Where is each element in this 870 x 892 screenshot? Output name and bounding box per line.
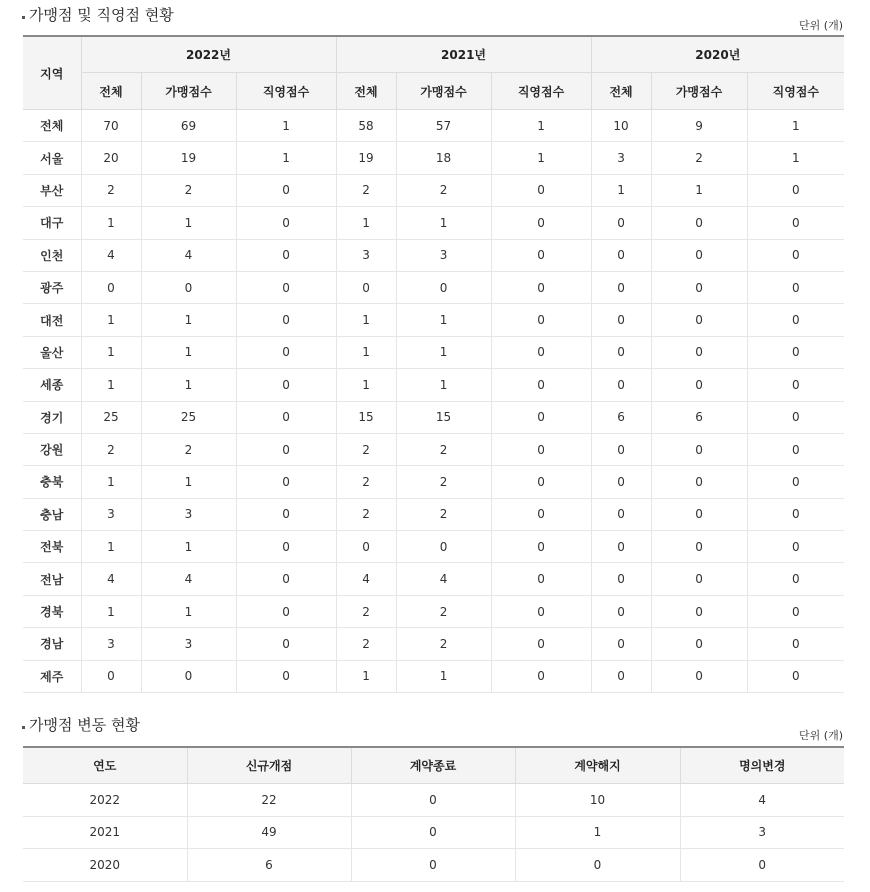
value-cell: 0 <box>491 369 591 401</box>
value-cell: 2 <box>336 433 396 465</box>
value-cell: 0 <box>336 271 396 303</box>
value-cell: 0 <box>491 498 591 530</box>
franchise-status-table <box>23 35 844 693</box>
value-cell: 0 <box>747 628 844 660</box>
value-cell: 0 <box>747 174 844 206</box>
value-cell: 0 <box>491 660 591 692</box>
franchise-changes-title-text: 가맹점 변동 현황 <box>29 716 140 734</box>
value-cell: 2 <box>396 628 491 660</box>
value-cell: 0 <box>747 660 844 692</box>
value-cell: 0 <box>591 563 651 595</box>
value-cell: 0 <box>591 660 651 692</box>
value-cell: 70 <box>81 110 141 142</box>
value-cell: 0 <box>491 401 591 433</box>
header-sub: 가맹점수 <box>141 73 236 110</box>
value-cell: 20 <box>81 142 141 174</box>
value-cell: 3 <box>591 142 651 174</box>
table-row <box>23 816 844 849</box>
value-cell: 15 <box>336 401 396 433</box>
region-cell: 경북 <box>23 595 81 627</box>
value-cell: 2021 <box>23 816 187 849</box>
region-cell: 경기 <box>23 401 81 433</box>
table-row <box>23 498 844 530</box>
region-cell: 광주 <box>23 271 81 303</box>
region-cell: 대구 <box>23 207 81 239</box>
value-cell: 0 <box>236 207 336 239</box>
value-cell: 1 <box>651 174 747 206</box>
value-cell: 0 <box>591 207 651 239</box>
region-cell: 서울 <box>23 142 81 174</box>
value-cell: 6 <box>591 401 651 433</box>
value-cell: 0 <box>351 816 515 849</box>
bullet-icon <box>22 726 25 729</box>
value-cell: 0 <box>491 174 591 206</box>
franchise-changes-unit: 단위 (개) <box>799 729 843 742</box>
value-cell: 0 <box>591 498 651 530</box>
value-cell: 2 <box>336 498 396 530</box>
table-row <box>23 304 844 336</box>
value-cell: 2 <box>651 142 747 174</box>
value-cell: 1 <box>236 142 336 174</box>
value-cell: 3 <box>336 239 396 271</box>
value-cell: 4 <box>81 239 141 271</box>
header-cell: 계약종료 <box>351 747 515 784</box>
value-cell: 2 <box>396 466 491 498</box>
franchise-status-title <box>22 4 174 25</box>
value-cell: 1 <box>336 660 396 692</box>
header-region: 지역 <box>23 36 81 110</box>
value-cell: 18 <box>396 142 491 174</box>
value-cell: 6 <box>187 849 351 882</box>
value-cell: 0 <box>591 271 651 303</box>
value-cell: 0 <box>591 239 651 271</box>
value-cell: 0 <box>236 239 336 271</box>
value-cell: 0 <box>747 271 844 303</box>
table-row <box>23 563 844 595</box>
value-cell: 1 <box>81 531 141 563</box>
value-cell: 1 <box>491 142 591 174</box>
value-cell: 0 <box>651 563 747 595</box>
region-cell: 대전 <box>23 304 81 336</box>
value-cell: 1 <box>81 336 141 368</box>
header-sub: 가맹점수 <box>651 73 747 110</box>
value-cell: 0 <box>680 849 844 882</box>
header-cell: 명의변경 <box>680 747 844 784</box>
value-cell: 25 <box>81 401 141 433</box>
value-cell: 1 <box>236 110 336 142</box>
value-cell: 1 <box>747 142 844 174</box>
value-cell: 0 <box>491 595 591 627</box>
value-cell: 1 <box>396 304 491 336</box>
header-cell: 연도 <box>23 747 187 784</box>
value-cell: 4 <box>141 239 236 271</box>
value-cell: 0 <box>236 595 336 627</box>
value-cell: 0 <box>236 531 336 563</box>
header-sub: 직영점수 <box>747 73 844 110</box>
value-cell: 0 <box>491 271 591 303</box>
region-cell: 전북 <box>23 531 81 563</box>
header-year-2020: 2020년 <box>591 36 844 73</box>
value-cell: 1 <box>396 207 491 239</box>
value-cell: 0 <box>491 433 591 465</box>
table-row <box>23 433 844 465</box>
value-cell: 0 <box>491 531 591 563</box>
value-cell: 2020 <box>23 849 187 882</box>
value-cell: 1 <box>336 369 396 401</box>
region-cell: 강원 <box>23 433 81 465</box>
table-row <box>23 369 844 401</box>
value-cell: 0 <box>747 433 844 465</box>
value-cell: 2 <box>141 174 236 206</box>
value-cell: 2 <box>396 595 491 627</box>
value-cell: 2 <box>81 433 141 465</box>
region-cell: 충남 <box>23 498 81 530</box>
value-cell: 0 <box>651 531 747 563</box>
value-cell: 0 <box>236 271 336 303</box>
value-cell: 0 <box>651 207 747 239</box>
value-cell: 0 <box>747 466 844 498</box>
value-cell: 0 <box>651 433 747 465</box>
table-row <box>23 784 844 817</box>
value-cell: 0 <box>651 369 747 401</box>
table-row <box>23 142 844 174</box>
region-cell: 전남 <box>23 563 81 595</box>
value-cell: 0 <box>747 531 844 563</box>
value-cell: 1 <box>591 174 651 206</box>
value-cell: 3 <box>396 239 491 271</box>
value-cell: 0 <box>351 784 515 817</box>
franchise-status-unit: 단위 (개) <box>799 19 843 32</box>
value-cell: 1 <box>336 336 396 368</box>
value-cell: 0 <box>236 174 336 206</box>
value-cell: 15 <box>396 401 491 433</box>
value-cell: 3 <box>81 498 141 530</box>
value-cell: 0 <box>236 336 336 368</box>
value-cell: 1 <box>141 207 236 239</box>
value-cell: 1 <box>396 336 491 368</box>
value-cell: 0 <box>236 660 336 692</box>
value-cell: 0 <box>81 271 141 303</box>
table-row <box>23 239 844 271</box>
value-cell: 1 <box>396 369 491 401</box>
value-cell: 0 <box>747 595 844 627</box>
table-row <box>23 110 844 142</box>
value-cell: 1 <box>81 369 141 401</box>
value-cell: 3 <box>141 628 236 660</box>
value-cell: 1 <box>141 304 236 336</box>
value-cell: 2 <box>336 628 396 660</box>
value-cell: 0 <box>651 595 747 627</box>
table-row <box>23 849 844 882</box>
value-cell: 4 <box>81 563 141 595</box>
value-cell: 9 <box>651 110 747 142</box>
value-cell: 0 <box>141 660 236 692</box>
value-cell: 0 <box>236 466 336 498</box>
franchise-status-title-text: 가맹점 및 직영점 현황 <box>29 6 174 24</box>
header-cell: 계약해지 <box>515 747 680 784</box>
value-cell: 22 <box>187 784 351 817</box>
value-cell: 0 <box>747 369 844 401</box>
value-cell: 4 <box>396 563 491 595</box>
value-cell: 0 <box>236 401 336 433</box>
value-cell: 2 <box>336 174 396 206</box>
table-row <box>23 336 844 368</box>
value-cell: 0 <box>236 628 336 660</box>
value-cell: 0 <box>236 304 336 336</box>
value-cell: 0 <box>351 849 515 882</box>
value-cell: 0 <box>747 239 844 271</box>
value-cell: 2 <box>396 174 491 206</box>
value-cell: 0 <box>591 369 651 401</box>
value-cell: 1 <box>396 660 491 692</box>
header-sub: 전체 <box>591 73 651 110</box>
region-cell: 울산 <box>23 336 81 368</box>
table-row <box>23 660 844 692</box>
table-row <box>23 207 844 239</box>
value-cell: 0 <box>747 563 844 595</box>
value-cell: 0 <box>651 271 747 303</box>
franchise-changes-table <box>23 746 844 882</box>
value-cell: 1 <box>81 304 141 336</box>
value-cell: 0 <box>591 433 651 465</box>
value-cell: 1 <box>141 466 236 498</box>
value-cell: 0 <box>651 239 747 271</box>
value-cell: 0 <box>491 207 591 239</box>
value-cell: 0 <box>141 271 236 303</box>
table-row <box>23 628 844 660</box>
region-cell: 부산 <box>23 174 81 206</box>
value-cell: 3 <box>81 628 141 660</box>
value-cell: 3 <box>680 816 844 849</box>
value-cell: 1 <box>747 110 844 142</box>
value-cell: 0 <box>236 563 336 595</box>
table-row <box>23 595 844 627</box>
value-cell: 0 <box>747 304 844 336</box>
value-cell: 4 <box>680 784 844 817</box>
header-sub: 직영점수 <box>491 73 591 110</box>
value-cell: 1 <box>81 207 141 239</box>
value-cell: 0 <box>651 336 747 368</box>
value-cell: 1 <box>141 369 236 401</box>
header-sub: 직영점수 <box>236 73 336 110</box>
value-cell: 0 <box>747 401 844 433</box>
value-cell: 0 <box>651 498 747 530</box>
region-cell: 충북 <box>23 466 81 498</box>
value-cell: 2 <box>141 433 236 465</box>
value-cell: 0 <box>651 466 747 498</box>
value-cell: 1 <box>491 110 591 142</box>
value-cell: 10 <box>515 784 680 817</box>
value-cell: 0 <box>491 336 591 368</box>
value-cell: 1 <box>141 531 236 563</box>
value-cell: 10 <box>591 110 651 142</box>
franchise-changes-title <box>22 714 140 735</box>
value-cell: 69 <box>141 110 236 142</box>
region-cell: 경남 <box>23 628 81 660</box>
region-cell: 전체 <box>23 110 81 142</box>
header-cell: 신규개점 <box>187 747 351 784</box>
bullet-icon <box>22 16 25 19</box>
value-cell: 0 <box>651 304 747 336</box>
value-cell: 0 <box>591 466 651 498</box>
value-cell: 2 <box>336 595 396 627</box>
table-row <box>23 174 844 206</box>
value-cell: 1 <box>81 466 141 498</box>
value-cell: 2 <box>336 466 396 498</box>
header-sub: 가맹점수 <box>396 73 491 110</box>
value-cell: 4 <box>141 563 236 595</box>
region-cell: 인천 <box>23 239 81 271</box>
value-cell: 19 <box>141 142 236 174</box>
value-cell: 0 <box>396 531 491 563</box>
value-cell: 0 <box>591 595 651 627</box>
table-row <box>23 271 844 303</box>
value-cell: 1 <box>141 336 236 368</box>
value-cell: 0 <box>651 628 747 660</box>
region-cell: 제주 <box>23 660 81 692</box>
value-cell: 0 <box>491 563 591 595</box>
value-cell: 1 <box>141 595 236 627</box>
region-cell: 세종 <box>23 369 81 401</box>
value-cell: 0 <box>236 433 336 465</box>
value-cell: 0 <box>236 498 336 530</box>
value-cell: 0 <box>591 531 651 563</box>
header-sub: 전체 <box>81 73 141 110</box>
value-cell: 1 <box>81 595 141 627</box>
value-cell: 0 <box>747 207 844 239</box>
header-year-2022: 2022년 <box>81 36 336 73</box>
value-cell: 2 <box>81 174 141 206</box>
value-cell: 6 <box>651 401 747 433</box>
value-cell: 0 <box>651 660 747 692</box>
value-cell: 0 <box>515 849 680 882</box>
value-cell: 0 <box>591 304 651 336</box>
table-row <box>23 531 844 563</box>
value-cell: 0 <box>747 498 844 530</box>
value-cell: 0 <box>396 271 491 303</box>
value-cell: 4 <box>336 563 396 595</box>
value-cell: 2 <box>396 498 491 530</box>
value-cell: 57 <box>396 110 491 142</box>
header-year-2021: 2021년 <box>336 36 591 73</box>
value-cell: 0 <box>491 239 591 271</box>
value-cell: 0 <box>747 336 844 368</box>
value-cell: 1 <box>515 816 680 849</box>
value-cell: 25 <box>141 401 236 433</box>
table-row <box>23 466 844 498</box>
value-cell: 0 <box>491 466 591 498</box>
value-cell: 0 <box>336 531 396 563</box>
value-cell: 2022 <box>23 784 187 817</box>
value-cell: 2 <box>396 433 491 465</box>
header-sub: 전체 <box>336 73 396 110</box>
value-cell: 19 <box>336 142 396 174</box>
value-cell: 0 <box>591 336 651 368</box>
value-cell: 49 <box>187 816 351 849</box>
value-cell: 0 <box>491 304 591 336</box>
value-cell: 0 <box>236 369 336 401</box>
table-row <box>23 401 844 433</box>
value-cell: 58 <box>336 110 396 142</box>
value-cell: 3 <box>141 498 236 530</box>
value-cell: 1 <box>336 207 396 239</box>
value-cell: 1 <box>336 304 396 336</box>
value-cell: 0 <box>591 628 651 660</box>
value-cell: 0 <box>81 660 141 692</box>
value-cell: 0 <box>491 628 591 660</box>
